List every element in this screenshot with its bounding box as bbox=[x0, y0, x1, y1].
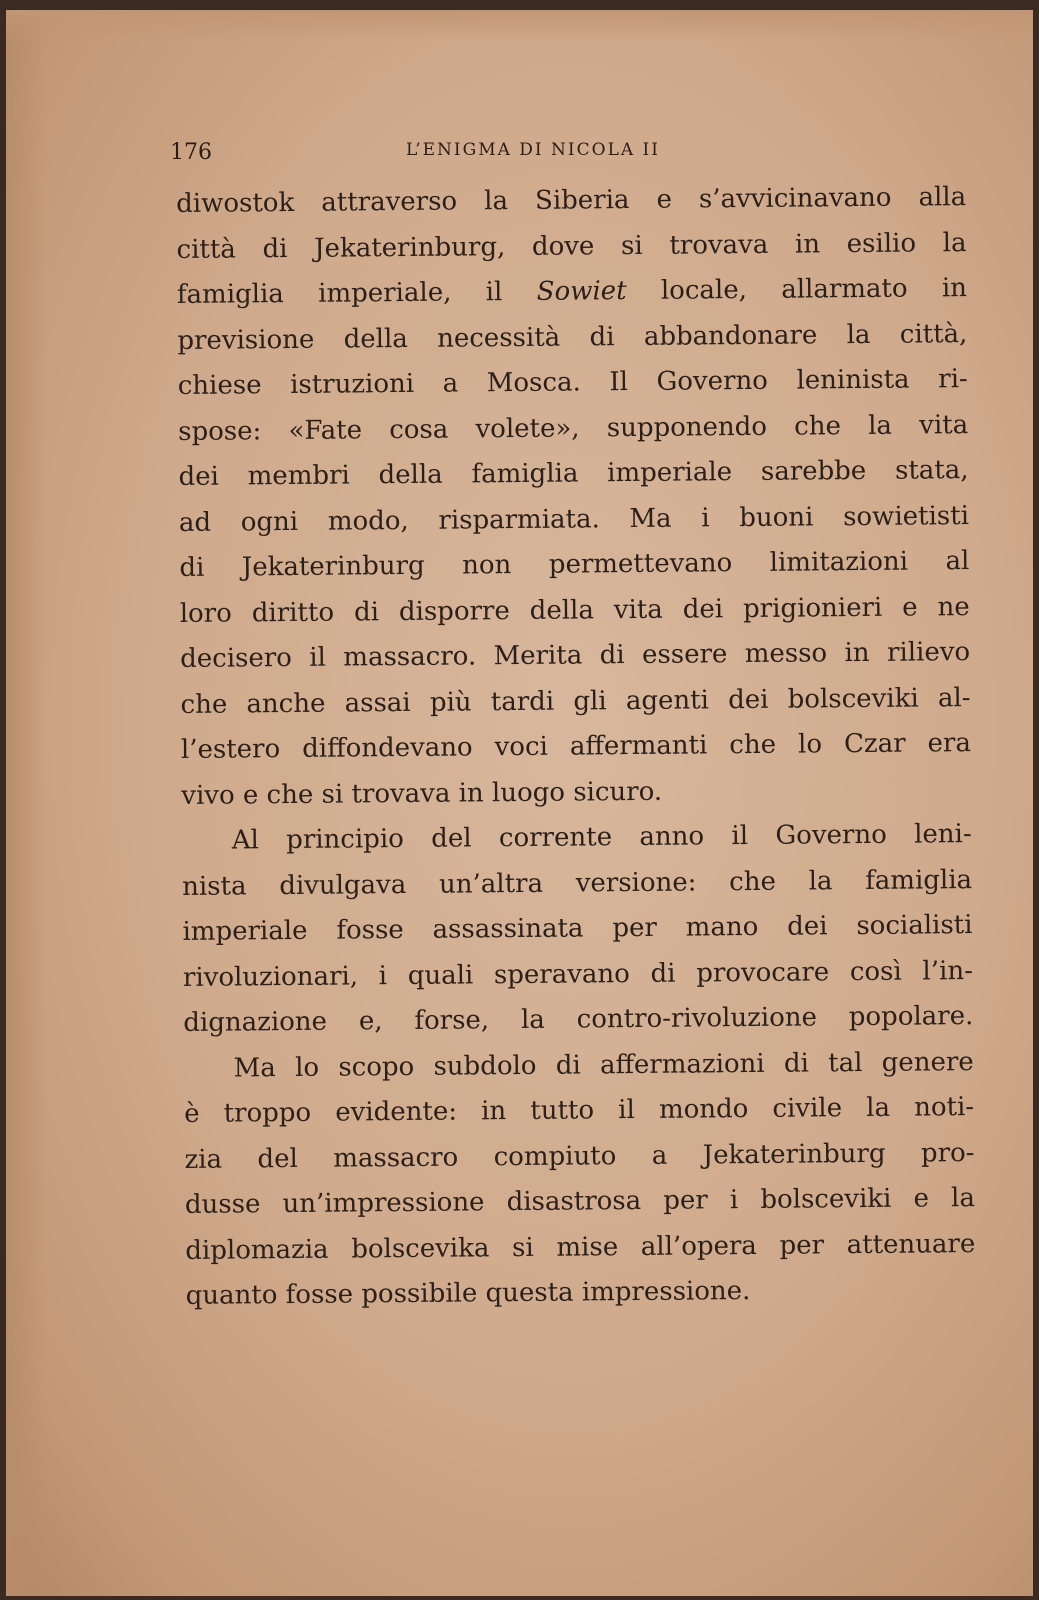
text-line: decisero il massacro. Merita di essere messo in rilievo bbox=[180, 637, 971, 674]
text-line: rivoluzionari, i quali speravano di provocare così l’in- bbox=[182, 955, 974, 993]
text-line: l’estero diffondevano voci affermanti che lo Czar era bbox=[180, 728, 972, 765]
text-line: dei membri della famiglia imperiale sarebbe stata, bbox=[178, 455, 969, 492]
text-line: nista divulgava un’altra versione: che la famiglia bbox=[182, 864, 973, 902]
book-page bbox=[6, 10, 1033, 1596]
text-line: Al principio del corrente anno il Governo leni- bbox=[231, 819, 972, 856]
text-line: chiese istruzioni a Mosca. Il Governo leninista ri- bbox=[177, 364, 968, 401]
text-line: zia del massacro compiuto a Jekaterinburg pro- bbox=[184, 1137, 975, 1175]
text-line: città di Jekaterinburg, dove si trovava in esilio la bbox=[176, 227, 967, 265]
paragraph-3 bbox=[184, 1040, 976, 1320]
page-header bbox=[166, 138, 966, 168]
paragraph-1 bbox=[176, 175, 972, 819]
text-line: diplomazia bolscevika si mise all’opera per attenuare bbox=[185, 1228, 976, 1266]
text-line: imperiale fosse assassinata per mano dei socialisti bbox=[182, 910, 973, 947]
text-fragment: famiglia imperiale, il bbox=[176, 276, 537, 310]
text-line: di Jekaterinburg non permettevano limitazioni al bbox=[179, 546, 970, 583]
text-line-with-italic bbox=[177, 266, 967, 318]
text-line: spose: «Fate cosa volete», supponendo che la vita bbox=[178, 409, 969, 447]
text-line: loro diritto di disporre della vita dei prigionieri e ne bbox=[179, 591, 970, 629]
body-text bbox=[176, 175, 976, 1319]
text-line: vivo e che si trovava in luogo sicuro. bbox=[181, 776, 663, 811]
text-line: è troppo evidente: in tutto il mondo civile la noti- bbox=[184, 1092, 975, 1129]
text-line: dusse un’impressione disastrosa per i bolsceviki e la bbox=[184, 1183, 976, 1220]
text-line: Ma lo scopo subdolo di affermazioni di tal genere bbox=[233, 1046, 974, 1084]
text-fragment: locale, allarmato in bbox=[626, 273, 968, 307]
page-number: 176 bbox=[170, 140, 212, 165]
text-line: diwostok attraverso la Siberia e s’avvicinavano alla bbox=[176, 182, 967, 219]
paragraph-2 bbox=[182, 812, 974, 1046]
text-line: previsione della necessità di abbandonare la città, bbox=[177, 318, 968, 356]
text-line: quanto fosse possibile questa impressione. bbox=[185, 1276, 751, 1311]
italic-word: Sowiet bbox=[536, 276, 627, 307]
running-title: L’ENIGMA DI NICOLA II bbox=[406, 140, 660, 160]
text-line: ad ogni modo, risparmiata. Ma i buoni sowietisti bbox=[178, 500, 970, 538]
text-line: che anche assai più tardi gli agenti dei bolsceviki al- bbox=[180, 682, 971, 720]
text-line: dignazione e, forse, la contro-rivoluzione popolare. bbox=[183, 1001, 974, 1038]
